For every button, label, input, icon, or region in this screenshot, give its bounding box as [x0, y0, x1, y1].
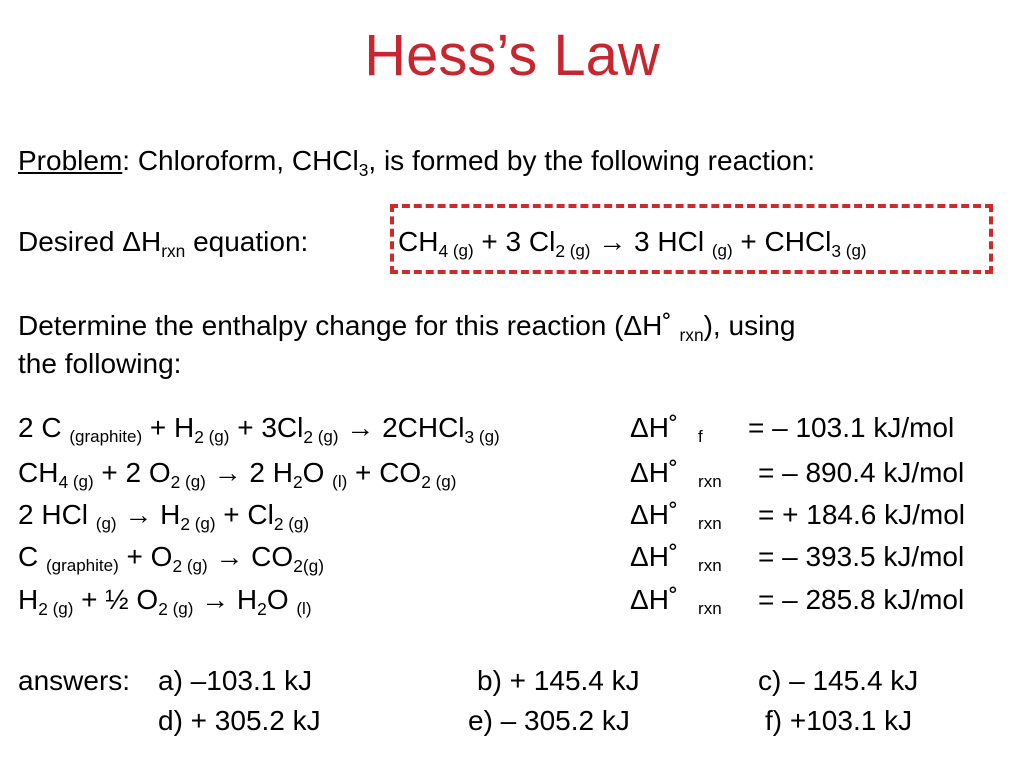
- eq1-phase: (g): [313, 427, 339, 447]
- eq5-delta-h: [630, 584, 722, 625]
- eq2-dh-symbol: ΔH˚: [630, 457, 679, 488]
- eq1-part: 2 C: [18, 412, 70, 443]
- eq1-phase: (g): [474, 427, 500, 447]
- eq1-dh-sub: f: [698, 427, 703, 447]
- eq5-phase: (l): [296, 599, 312, 619]
- desired-text-1: Desired ΔH: [18, 226, 162, 257]
- eq3-dh-symbol: ΔH˚: [630, 499, 679, 530]
- eq1-sub: 2: [194, 427, 204, 448]
- eq3-sub: 2: [273, 514, 284, 535]
- eq2-sub: 2: [170, 472, 181, 493]
- equation-5: [18, 584, 311, 625]
- eq2-phase: (g): [430, 472, 457, 492]
- eq1-part: + 3Cl: [229, 412, 304, 443]
- eq5-value: = – 285.8 kJ/mol: [758, 584, 965, 615]
- answer-c: c) – 145.4 kJ: [758, 665, 919, 696]
- eq2-phase: (g): [180, 472, 206, 492]
- eq2-value: = – 890.4 kJ/mol: [758, 457, 965, 488]
- eq3-part: 2 HCl: [18, 499, 96, 530]
- deq-c-phase: (g): [711, 241, 733, 261]
- determine-subscript: rxn: [679, 325, 704, 346]
- problem-subscript: 3: [358, 160, 369, 181]
- answers-label: answers:: [18, 665, 131, 696]
- eq2-phase: (g): [68, 472, 94, 492]
- eq5-dh-sub: rxn: [698, 599, 722, 619]
- answer-f: f) +103.1 kJ: [765, 705, 913, 736]
- answer-d: d) + 305.2 kJ: [158, 705, 321, 736]
- eq5-part: → H: [193, 584, 258, 615]
- eq3-phase: (g): [95, 514, 117, 534]
- problem-label: Problem: [18, 145, 123, 176]
- eq5-phase: (g): [167, 599, 194, 619]
- eq5-sub: 2: [257, 599, 267, 620]
- eq3-value: = + 184.6 kJ/mol: [758, 499, 966, 530]
- eq1-part: + H: [142, 412, 195, 443]
- eq4-sub: 2: [172, 556, 183, 577]
- eq2-sub: 4: [58, 472, 69, 493]
- determine-line-2: the following:: [18, 348, 182, 379]
- eq2-part: O: [302, 457, 333, 488]
- deq-a-sub: 4: [438, 241, 449, 262]
- deq-a: CH: [398, 226, 439, 257]
- answer-e: e) – 305.2 kJ: [468, 705, 630, 736]
- eq2-sub: 2: [421, 472, 431, 493]
- eq4-phase: (graphite): [46, 556, 119, 576]
- eq4-dh-sub: rxn: [698, 556, 722, 576]
- deq-d: + CHCl: [732, 226, 832, 257]
- determine-text-1: Determine the enthalpy change for this reaction (ΔH˚: [18, 310, 680, 341]
- deq-b: + 3 Cl: [473, 226, 556, 257]
- deq-b-sub: 2: [555, 241, 565, 262]
- eq1-sub: 2: [303, 427, 314, 448]
- problem-text-2: , is formed by the following reaction:: [368, 145, 816, 176]
- deq-a-phase: (g): [448, 241, 474, 261]
- eq1-dh-symbol: ΔH˚: [630, 412, 679, 443]
- deq-c: → 3 HCl: [590, 226, 712, 257]
- problem-text-1: : Chloroform, CHCl: [122, 145, 359, 176]
- eq4-dh-symbol: ΔH˚: [630, 541, 679, 572]
- eq2-sub: 2: [292, 472, 303, 493]
- eq5-part: H: [18, 584, 39, 615]
- eq2-part: → 2 H: [205, 457, 293, 488]
- eq1-value: = – 103.1 kJ/mol: [748, 412, 955, 443]
- determine-line-1: [18, 310, 796, 346]
- eq4-delta-h: [630, 541, 722, 582]
- eq5-sub: 2: [38, 599, 48, 620]
- eq1-phase: (g): [203, 427, 230, 447]
- eq4-part: + O: [118, 541, 173, 572]
- eq1-sub: 3: [464, 427, 475, 448]
- eq4-part: C: [18, 541, 46, 572]
- slide-title: Hess’s Law: [364, 23, 660, 88]
- desired-equation: [398, 226, 867, 267]
- eq5-phase: (g): [47, 599, 74, 619]
- eq4-phase: (g): [182, 556, 208, 576]
- eq2-phase: (l): [332, 472, 348, 492]
- equation-3: [18, 499, 309, 540]
- eq4-value: = – 393.5 kJ/mol: [758, 541, 965, 572]
- problem-statement: [18, 145, 816, 181]
- eq3-sub: 2: [180, 514, 191, 535]
- eq3-part: → H: [116, 499, 181, 530]
- equation-2: [18, 457, 456, 498]
- deq-d-phase: (g): [841, 241, 867, 261]
- eq1-delta-h: [630, 412, 703, 453]
- eq1-phase: (graphite): [69, 427, 143, 447]
- desired-text-2: equation:: [185, 226, 309, 257]
- eq2-part: + 2 O: [93, 457, 171, 488]
- determine-text-2: ), using: [703, 310, 796, 341]
- eq2-delta-h: [630, 457, 722, 498]
- eq2-part: + CO: [347, 457, 422, 488]
- answer-a: a) –103.1 kJ: [158, 665, 313, 696]
- equation-4: [18, 541, 324, 582]
- eq3-part: + Cl: [215, 499, 274, 530]
- eq4-part: → CO: [207, 541, 294, 572]
- eq3-phase: (g): [190, 514, 216, 534]
- eq3-phase: (g): [283, 514, 310, 534]
- deq-d-sub: 3: [831, 241, 842, 262]
- eq5-sub: 2: [158, 599, 168, 620]
- eq2-dh-sub: rxn: [698, 472, 722, 492]
- desired-label: [18, 226, 309, 262]
- eq4-sub: 2(g): [293, 556, 325, 577]
- eq5-part: + ½ O: [73, 584, 159, 615]
- eq3-dh-sub: rxn: [698, 514, 722, 534]
- eq2-part: CH: [18, 457, 59, 488]
- equation-1: [18, 412, 500, 453]
- eq5-part: O: [266, 584, 297, 615]
- answer-b: b) + 145.4 kJ: [477, 665, 640, 696]
- eq5-dh-symbol: ΔH˚: [630, 584, 679, 615]
- eq3-delta-h: [630, 499, 722, 540]
- desired-subscript: rxn: [161, 241, 186, 262]
- deq-b-phase: (g): [564, 241, 591, 261]
- eq1-part: → 2CHCl: [338, 412, 465, 443]
